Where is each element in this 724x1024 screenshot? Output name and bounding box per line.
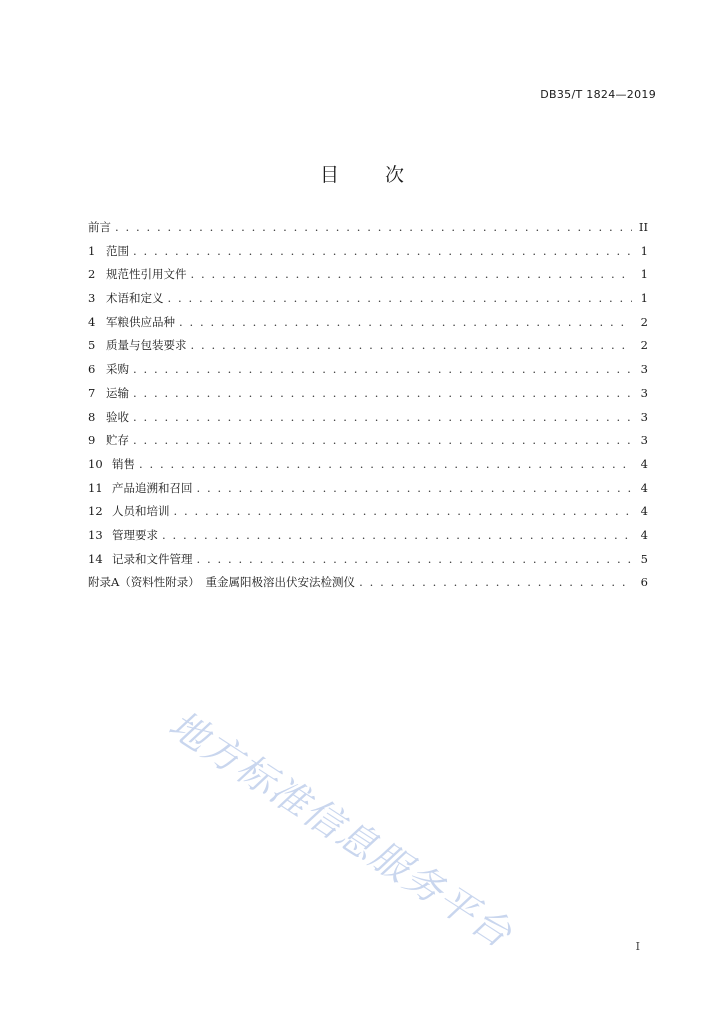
toc-entry[interactable] (88, 290, 648, 314)
toc-entry-page: 3 (640, 433, 648, 448)
toc-leader-dots (197, 481, 633, 495)
toc-title-right: 次 (385, 164, 405, 186)
toc-entry[interactable] (88, 527, 648, 551)
toc-entry-label: 10 销售 (88, 456, 135, 471)
toc-entry-page: 5 (640, 551, 648, 566)
toc-entry-page: 4 (640, 480, 648, 495)
toc-entry[interactable] (88, 551, 648, 575)
toc-leader-dots (191, 267, 633, 281)
toc-entry[interactable] (88, 456, 648, 480)
toc-entry[interactable] (88, 314, 648, 338)
toc-entry-label: 5 质量与包装要求 (88, 338, 187, 353)
toc-leader-dots (133, 410, 632, 424)
toc-leader-dots (139, 457, 632, 471)
toc-entry-label: 4 军粮供应品种 (88, 314, 175, 329)
toc-entry-page: 2 (640, 338, 648, 353)
toc-entry-page: 1 (640, 243, 648, 258)
toc-entry-label: 附录A（资料性附录） 重金属阳极溶出伏安法检测仪 (88, 575, 356, 590)
toc-leader-dots (133, 386, 632, 400)
toc-leader-dots (174, 504, 633, 518)
toc-leader-dots (168, 291, 633, 305)
toc-title (0, 160, 724, 187)
toc-leader-dots (133, 362, 632, 376)
toc-entry-page: 4 (640, 456, 648, 471)
toc-entry[interactable] (88, 266, 648, 290)
toc-leader-dots (179, 315, 632, 329)
toc-entry-label: 8 验收 (88, 409, 129, 424)
toc-entry-page: 3 (640, 409, 648, 424)
toc-entry-label: 14 记录和文件管理 (88, 551, 193, 566)
toc-entry[interactable] (88, 432, 648, 456)
toc-entry-page: II (638, 220, 648, 234)
toc-entry[interactable] (88, 243, 648, 267)
toc-entry-page: 3 (640, 362, 648, 377)
watermark: 地方标准信息服务平台 (161, 701, 521, 957)
toc-leader-dots (133, 433, 632, 447)
toc-leader-dots (197, 552, 633, 566)
toc-entry-page: 2 (640, 314, 648, 329)
document-code: DB35/T 1824—2019 (540, 88, 656, 101)
toc-entry-label: 11 产品追溯和召回 (88, 480, 193, 495)
toc-leader-dots (133, 244, 632, 258)
toc-entry-label: 13 管理要求 (88, 527, 158, 542)
toc-leader-dots (115, 220, 632, 234)
toc-entry-page: 1 (640, 291, 648, 306)
toc-leader-dots (191, 338, 633, 352)
toc-leader-dots (162, 528, 632, 542)
toc-entry-label: 2 规范性引用文件 (88, 267, 187, 282)
toc-entry-page: 4 (640, 527, 648, 542)
toc-entry-label: 7 运输 (88, 385, 129, 400)
table-of-contents (88, 219, 648, 598)
toc-entry-appendix[interactable] (88, 574, 648, 598)
toc-entry-label: 1 范围 (88, 243, 129, 258)
toc-entry-label: 6 采购 (88, 362, 129, 377)
toc-entry-label: 12 人员和培训 (88, 504, 170, 519)
toc-entry-page: 4 (640, 504, 648, 519)
toc-entry[interactable] (88, 361, 648, 385)
toc-entry-label: 3 术语和定义 (88, 291, 164, 306)
toc-entry[interactable] (88, 409, 648, 433)
page-number: I (635, 940, 640, 953)
toc-entry[interactable] (88, 385, 648, 409)
toc-entry-page: 1 (640, 267, 648, 282)
toc-title-left: 目 (319, 164, 339, 186)
toc-entry-page: 6 (640, 575, 648, 590)
toc-entry-page: 3 (640, 385, 648, 400)
toc-entry[interactable] (88, 219, 648, 243)
toc-entry[interactable] (88, 480, 648, 504)
toc-entry-label: 9 贮存 (88, 433, 129, 448)
toc-entry[interactable] (88, 337, 648, 361)
toc-entry[interactable] (88, 503, 648, 527)
toc-entry-label: 前言 (88, 220, 111, 234)
toc-leader-dots (359, 575, 632, 589)
